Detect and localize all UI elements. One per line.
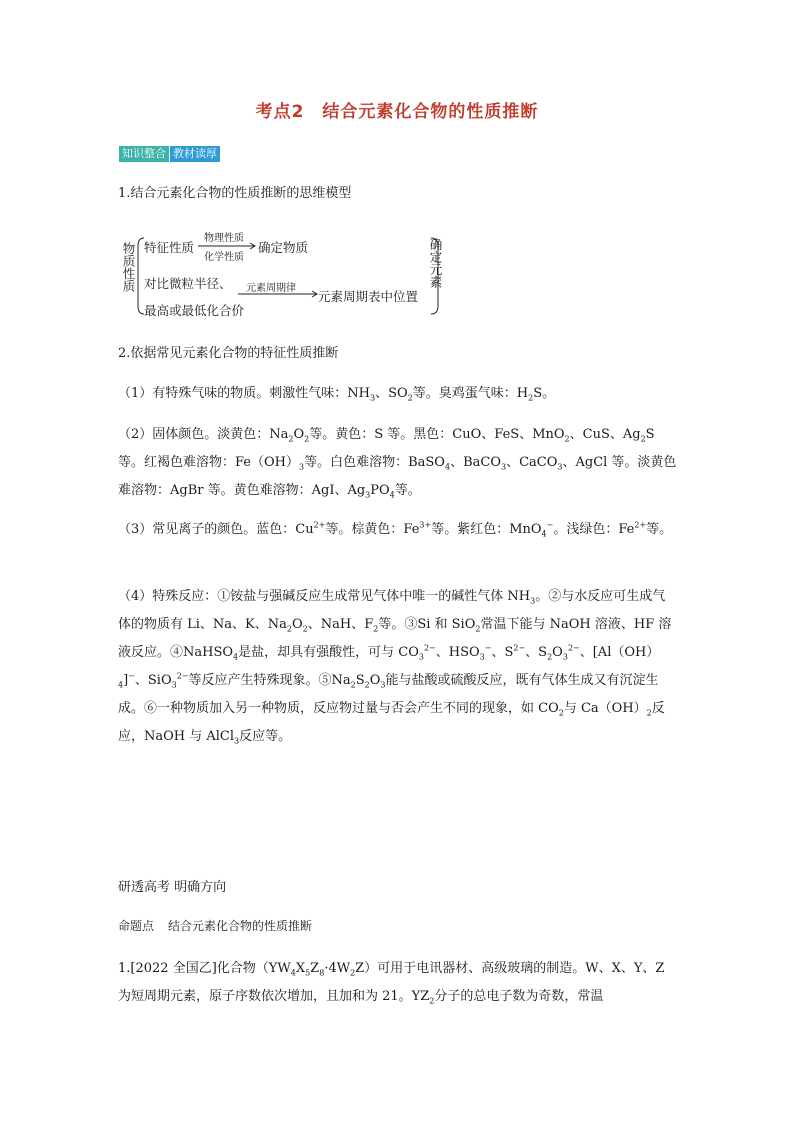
thinking-model-diagram [118, 228, 448, 318]
paragraph-1: （1）有特殊气味的物质。刺激性气味：$NH_3$、$SO_2$等。臭鸡蛋气味：$H_2S$。 [118, 386, 556, 403]
tag-knowledge: 知识整合 [119, 146, 169, 162]
diagram-right-label: 确定元素 [428, 238, 443, 288]
tag-textbook: 教材读厚 [170, 146, 220, 162]
diagram-valence: 最高或最低化合价 [144, 303, 245, 318]
diagram-periodic-position: 元素周期表中位置 [318, 289, 419, 304]
paragraph-2: （2）固体颜色。淡黄色：$Na_2O_2$等。黄色：S 等。黑色：CuO、FeS、MnO$_2$、CuS、$Ag_2S$ 等。红褐色难溶物：$Fe(OH)_3$等。白色难溶物：BaSO$_4$、BaCO$_3$、CaCO$_3$、AgCl 等。淡黄色难溶物：AgBr 等。黄色难溶物：AgI、$Ag_3PO_4$等。 [118, 427, 677, 500]
tag-bar [119, 146, 220, 162]
diagram-compare-radius: 对比微粒半径、 [144, 276, 232, 291]
diagram-left-label: 物质性质 [121, 242, 136, 292]
diagram-chemical-props: 化学性质 [204, 252, 244, 263]
paragraph-4: （4）特殊反应：①铵盐与强碱反应生成常见气体中唯一的碱性气体 $NH_3$。②与水反应可生成气体的物质有 Li、Na、K、$Na_2O_2$、NaH、$F_2$等。③Si 和 SiO$_2$常温下能与 NaOH 溶液、HF 溶液反应。④NaHSO$_4$是盐，却具有强酸性，可与 $CO_3^{2-}$、$HSO_3^-$、$S^{2-}$、$S_2O_3^{2-}$、$[Al(OH)_4]^-$、SiO$_3^{2-}$等反应产生特殊现象。$⑤Na_2S_2O_3$能与盐酸或硫酸反应，既有气体生成又有沉淀生成。⑥一种物质加入另一种物质，反应物过量与否会产生不同的现象，如 $CO_2$与 $Ca(OH)_2$反应，NaOH 与 AlCl$_3$反应等。 [118, 589, 672, 746]
diagram-physical-props: 物理性质 [204, 233, 244, 244]
topic-line [118, 917, 312, 934]
diagram-determine-substance: 确定物质 [258, 240, 309, 255]
paragraph-3: （3）常见离子的颜色。蓝色：$Cu^{2+}$等。棕黄色：$Fe^{3+}$等。紫红色：MnO$_4$−。浅绿色：$Fe^{2+}$等。 [118, 520, 673, 539]
topic-text: 结合元素化合物的性质推断 [168, 919, 313, 933]
topic-label: 命题点 [118, 919, 155, 933]
diagram-periodic-law: 元素周期律 [246, 283, 296, 294]
question-1: 1.[2022 全国乙]化合物$(YW_4X_5Z_8\cdot 4W_2Z)$可用于电讯器材、高级玻璃的制造。W、X、Y、Z 为短周期元素，原子序数依次增加，且加和为 21。$YZ_2$分子的总电子数为奇数，常温 [118, 961, 665, 1006]
diagram-feature-props: 特征性质 [144, 240, 195, 255]
section1-heading: 1.结合元素化合物的性质推断的思维模型 [118, 186, 352, 201]
section-study-exam: 研透高考 明确方向 [118, 880, 227, 895]
section2-heading: 2.依据常见元素化合物的特征性质推断 [118, 346, 339, 361]
page-title: 考点2 结合元素化合物的性质推断 [255, 102, 539, 122]
